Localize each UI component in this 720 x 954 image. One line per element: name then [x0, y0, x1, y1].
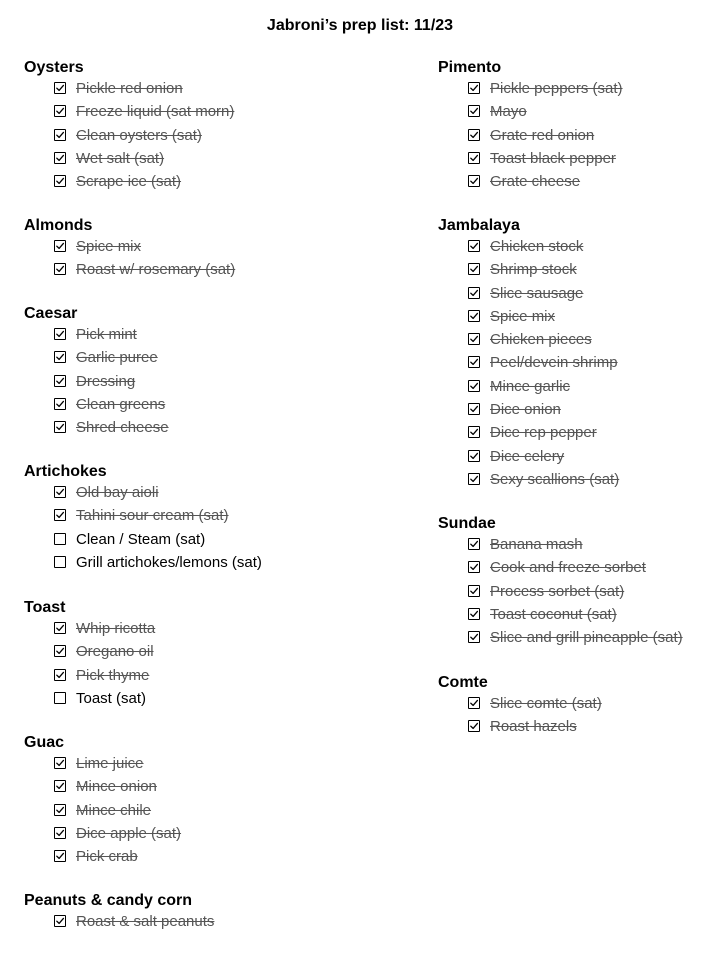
checkmark-icon: [55, 828, 65, 838]
section-title: Oysters: [24, 59, 84, 76]
checked-checkbox[interactable]: [468, 240, 480, 252]
checkmark-icon: [55, 623, 65, 633]
checkmark-icon: [55, 487, 65, 497]
checklist-item-label: Toast black pepper: [490, 149, 616, 167]
section-guac: [24, 733, 404, 869]
checked-checkbox[interactable]: [468, 175, 480, 187]
section-title: Artichokes: [24, 463, 107, 480]
checklist-item-label: Scrape ice (sat): [76, 173, 182, 191]
section-peanuts-candy-corn: [24, 891, 404, 934]
checked-checkbox[interactable]: [54, 827, 66, 839]
checkmark-icon: [55, 130, 65, 140]
checked-checkbox[interactable]: [468, 538, 480, 550]
checkmark-icon: [469, 562, 479, 572]
section-title: Toast: [24, 599, 66, 616]
checklist-item-label: Clean oysters (sat): [76, 126, 202, 144]
checklist-item-label: Mayo: [490, 103, 527, 121]
checked-checkbox[interactable]: [468, 310, 480, 322]
checklist-item: [438, 78, 720, 101]
checklist-item-label: Grate red onion: [490, 126, 595, 144]
checklist-item-label: Mince onion: [76, 778, 157, 796]
section-pimento: [438, 58, 720, 194]
checked-checkbox[interactable]: [468, 105, 480, 117]
checkmark-icon: [55, 264, 65, 274]
checklist-item: [24, 236, 404, 259]
section-sundae: [438, 514, 720, 650]
checkmark-icon: [469, 609, 479, 619]
checklist-item: [438, 627, 720, 650]
checklist-item-label: Pickle red onion: [76, 80, 183, 97]
checklist-item: [24, 417, 404, 440]
page-title: Jabroni’s prep list: 11/23: [266, 17, 454, 34]
checklist-item: [24, 618, 404, 641]
checklist-item: [438, 171, 720, 194]
checkmark-icon: [55, 670, 65, 680]
checked-checkbox[interactable]: [54, 780, 66, 792]
checklist-item: [438, 329, 720, 352]
checklist-item: [438, 101, 720, 124]
checked-checkbox[interactable]: [468, 356, 480, 368]
checkmark-icon: [469, 721, 479, 731]
checklist-item-label: Lime juice: [76, 755, 144, 772]
checklist-item: [24, 324, 404, 347]
checklist-item-label: Mince chile: [76, 801, 152, 819]
checklist-item: [24, 148, 404, 171]
checkmark-icon: [55, 153, 65, 163]
checklist: [438, 78, 720, 194]
checklist-item: [24, 125, 404, 148]
checked-checkbox[interactable]: [54, 263, 66, 275]
checked-checkbox[interactable]: [54, 240, 66, 252]
section-title: Caesar: [24, 305, 78, 322]
checklist: [24, 324, 404, 440]
checklist-item: [438, 469, 720, 492]
checklist: [24, 911, 404, 934]
checked-checkbox[interactable]: [468, 473, 480, 485]
checklist-item: [24, 101, 404, 124]
checklist-item-label: Slice comte (sat): [490, 695, 602, 712]
checked-checkbox[interactable]: [54, 421, 66, 433]
checkmark-icon: [469, 153, 479, 163]
checklist-item: [438, 125, 720, 148]
checklist-item-label: Dressing: [76, 372, 136, 390]
checklist-item-label: Toast coconut (sat): [490, 605, 617, 623]
checkmark-icon: [469, 264, 479, 274]
checklist-item-label: Chicken stock: [490, 238, 584, 255]
checkmark-icon: [469, 427, 479, 437]
checklist-item: [24, 846, 404, 869]
checked-checkbox[interactable]: [468, 697, 480, 709]
checklist-item: [438, 259, 720, 282]
checklist-item: [438, 716, 720, 739]
checklist-item: [438, 446, 720, 469]
checkmark-icon: [55, 399, 65, 409]
checklist-item: [24, 505, 404, 528]
checklist-item: [24, 347, 404, 370]
checkmark-icon: [469, 106, 479, 116]
checklist-item: [438, 693, 720, 716]
checklist-item: [24, 665, 404, 688]
checkmark-icon: [55, 106, 65, 116]
checklist-item: [24, 78, 404, 101]
checked-checkbox[interactable]: [54, 850, 66, 862]
checklist-item-label: Spice mix: [76, 238, 142, 255]
checkmark-icon: [469, 288, 479, 298]
checklist-item: [438, 604, 720, 627]
checklist-item: [438, 283, 720, 306]
checked-checkbox[interactable]: [468, 287, 480, 299]
checked-checkbox[interactable]: [54, 328, 66, 340]
checkmark-icon: [469, 83, 479, 93]
section-artichokes: [24, 462, 404, 575]
checklist-item: [438, 352, 720, 375]
checklist-item: [438, 376, 720, 399]
checkmark-icon: [55, 352, 65, 362]
checklist-item-label: Grill artichokes/lemons (sat): [76, 553, 262, 571]
checklist-item-label: Roast w/ rosemary (sat): [76, 261, 236, 279]
checklist-item: [24, 259, 404, 282]
checkmark-icon: [469, 474, 479, 484]
checklist-item: [24, 552, 404, 575]
checklist-item-label: Shred cheese: [76, 419, 169, 437]
checklist-item: [438, 557, 720, 580]
checked-checkbox[interactable]: [468, 333, 480, 345]
checklist-item-label: Roast & salt peanuts: [76, 913, 215, 930]
checked-checkbox[interactable]: [468, 561, 480, 573]
checklist-item-label: Process sorbet (sat): [490, 582, 625, 600]
section-almonds: [24, 216, 404, 283]
checklist-item-label: Banana mash: [490, 536, 583, 553]
checkmark-icon: [469, 539, 479, 549]
checked-checkbox[interactable]: [468, 129, 480, 141]
checkmark-icon: [469, 451, 479, 461]
checklist-item-label: Slice and grill pineapple (sat): [490, 629, 683, 647]
checklist-item: [438, 306, 720, 329]
section-oysters: [24, 58, 404, 194]
checklist-item: [24, 371, 404, 394]
section-title: Almonds: [24, 217, 93, 234]
checklist-item-label: Old bay aioli: [76, 484, 159, 501]
checklist-item: [24, 688, 404, 711]
checked-checkbox[interactable]: [468, 585, 480, 597]
checklist: [24, 618, 404, 711]
checklist-item-label: Oregano oil: [76, 643, 154, 661]
section-title: Pimento: [438, 59, 502, 76]
checklist-item: [24, 171, 404, 194]
checklist-item: [438, 422, 720, 445]
checkmark-icon: [55, 83, 65, 93]
checklist-item: [438, 148, 720, 171]
section-title: Guac: [24, 734, 65, 751]
checklist: [24, 78, 404, 194]
checked-checkbox[interactable]: [54, 398, 66, 410]
checklist-item: [24, 800, 404, 823]
section-toast: [24, 598, 404, 711]
checkmark-icon: [55, 781, 65, 791]
checked-checkbox[interactable]: [468, 403, 480, 415]
checkmark-icon: [469, 176, 479, 186]
checkmark-icon: [55, 329, 65, 339]
checklist-item: [24, 529, 404, 552]
checklist-item-label: Clean greens: [76, 395, 166, 413]
checklist-item: [438, 399, 720, 422]
checklist-item: [24, 911, 404, 934]
checklist-item-label: Sexy scallions (sat): [490, 470, 620, 488]
checked-checkbox[interactable]: [54, 129, 66, 141]
checked-checkbox[interactable]: [468, 608, 480, 620]
checked-checkbox[interactable]: [468, 380, 480, 392]
section-title: Sundae: [438, 515, 496, 532]
unchecked-checkbox[interactable]: [54, 556, 66, 568]
checkmark-icon: [469, 381, 479, 391]
checkmark-icon: [469, 311, 479, 321]
checklist-item-label: Pick mint: [76, 326, 137, 343]
checklist: [24, 482, 404, 575]
checkmark-icon: [55, 176, 65, 186]
checklist-item: [438, 534, 720, 557]
checklist-item-label: Wet salt (sat): [76, 149, 165, 167]
checklist-item: [24, 394, 404, 417]
checklist-item-label: Spice mix: [490, 307, 556, 325]
checklist-item-label: Grate cheese: [490, 173, 581, 191]
checked-checkbox[interactable]: [468, 631, 480, 643]
checked-checkbox[interactable]: [468, 450, 480, 462]
section-jambalaya: [438, 216, 720, 492]
checklist: [438, 534, 720, 650]
checked-checkbox[interactable]: [54, 351, 66, 363]
checkmark-icon: [55, 510, 65, 520]
checkmark-icon: [55, 758, 65, 768]
checked-checkbox[interactable]: [54, 669, 66, 681]
checkmark-icon: [469, 334, 479, 344]
checked-checkbox[interactable]: [54, 622, 66, 634]
checklist-item-label: Garlic puree: [76, 349, 158, 367]
checklist-item-label: Pick crab: [76, 848, 138, 866]
checked-checkbox[interactable]: [468, 152, 480, 164]
checklist-item-label: Toast (sat): [76, 689, 147, 707]
checked-checkbox[interactable]: [468, 82, 480, 94]
checked-checkbox[interactable]: [54, 82, 66, 94]
checklist-item-label: Dice celery: [490, 447, 565, 465]
checked-checkbox[interactable]: [54, 486, 66, 498]
checklist-item-label: Dice rep pepper: [490, 424, 597, 442]
checkmark-icon: [469, 698, 479, 708]
checked-checkbox[interactable]: [54, 375, 66, 387]
checkmark-icon: [469, 130, 479, 140]
checkmark-icon: [55, 241, 65, 251]
checklist-item: [24, 641, 404, 664]
checklist-item-label: Tahini sour cream (sat): [76, 507, 229, 525]
checklist: [438, 693, 720, 740]
section-title: Comte: [438, 674, 488, 691]
checklist-item-label: Slice sausage: [490, 284, 584, 302]
checklist-item-label: Cook and freeze sorbet: [490, 559, 646, 577]
checked-checkbox[interactable]: [468, 426, 480, 438]
checked-checkbox[interactable]: [54, 757, 66, 769]
checkmark-icon: [55, 851, 65, 861]
checklist-item-label: Pickle peppers (sat): [490, 80, 623, 97]
checklist-item: [24, 823, 404, 846]
section-title: Jambalaya: [438, 217, 520, 234]
checkmark-icon: [55, 646, 65, 656]
checked-checkbox[interactable]: [54, 804, 66, 816]
checklist-item: [438, 236, 720, 259]
checklist-item: [24, 753, 404, 776]
checked-checkbox[interactable]: [468, 263, 480, 275]
checkmark-icon: [469, 404, 479, 414]
checkmark-icon: [469, 632, 479, 642]
checklist-item-label: Chicken pieces: [490, 331, 592, 349]
checklist-item: [24, 482, 404, 505]
checklist-item-label: Dice onion: [490, 401, 561, 419]
checklist-item: [438, 581, 720, 604]
checked-checkbox[interactable]: [468, 720, 480, 732]
checkmark-icon: [55, 805, 65, 815]
checklist-item: [24, 776, 404, 799]
checkmark-icon: [469, 357, 479, 367]
checked-checkbox[interactable]: [54, 509, 66, 521]
checkmark-icon: [55, 422, 65, 432]
checklist-item-label: Pick thyme: [76, 666, 150, 684]
checkmark-icon: [469, 586, 479, 596]
checked-checkbox[interactable]: [54, 152, 66, 164]
checklist: [24, 236, 404, 283]
checked-checkbox[interactable]: [54, 645, 66, 657]
section-title: Peanuts & candy corn: [24, 892, 193, 909]
checklist: [24, 753, 404, 869]
checkmark-icon: [55, 376, 65, 386]
unchecked-checkbox[interactable]: [54, 533, 66, 545]
checklist-item-label: Mince garlic: [490, 377, 571, 395]
checkmark-icon: [55, 916, 65, 926]
checked-checkbox[interactable]: [54, 915, 66, 927]
section-caesar: [24, 304, 404, 440]
checked-checkbox[interactable]: [54, 175, 66, 187]
checklist-item-label: Roast hazels: [490, 718, 577, 736]
unchecked-checkbox[interactable]: [54, 692, 66, 704]
checklist-item-label: Freeze liquid (sat morn): [76, 103, 235, 121]
checkmark-icon: [469, 241, 479, 251]
checked-checkbox[interactable]: [54, 105, 66, 117]
checklist-item-label: Clean / Steam (sat): [76, 530, 206, 548]
checklist-item-label: Peel/devein shrimp: [490, 354, 618, 372]
section-comte: [438, 673, 720, 740]
checklist-item-label: Whip ricotta: [76, 620, 156, 637]
checklist: [438, 236, 720, 492]
checklist-item-label: Dice apple (sat): [76, 824, 182, 842]
checklist-item-label: Shrimp stock: [490, 261, 577, 279]
